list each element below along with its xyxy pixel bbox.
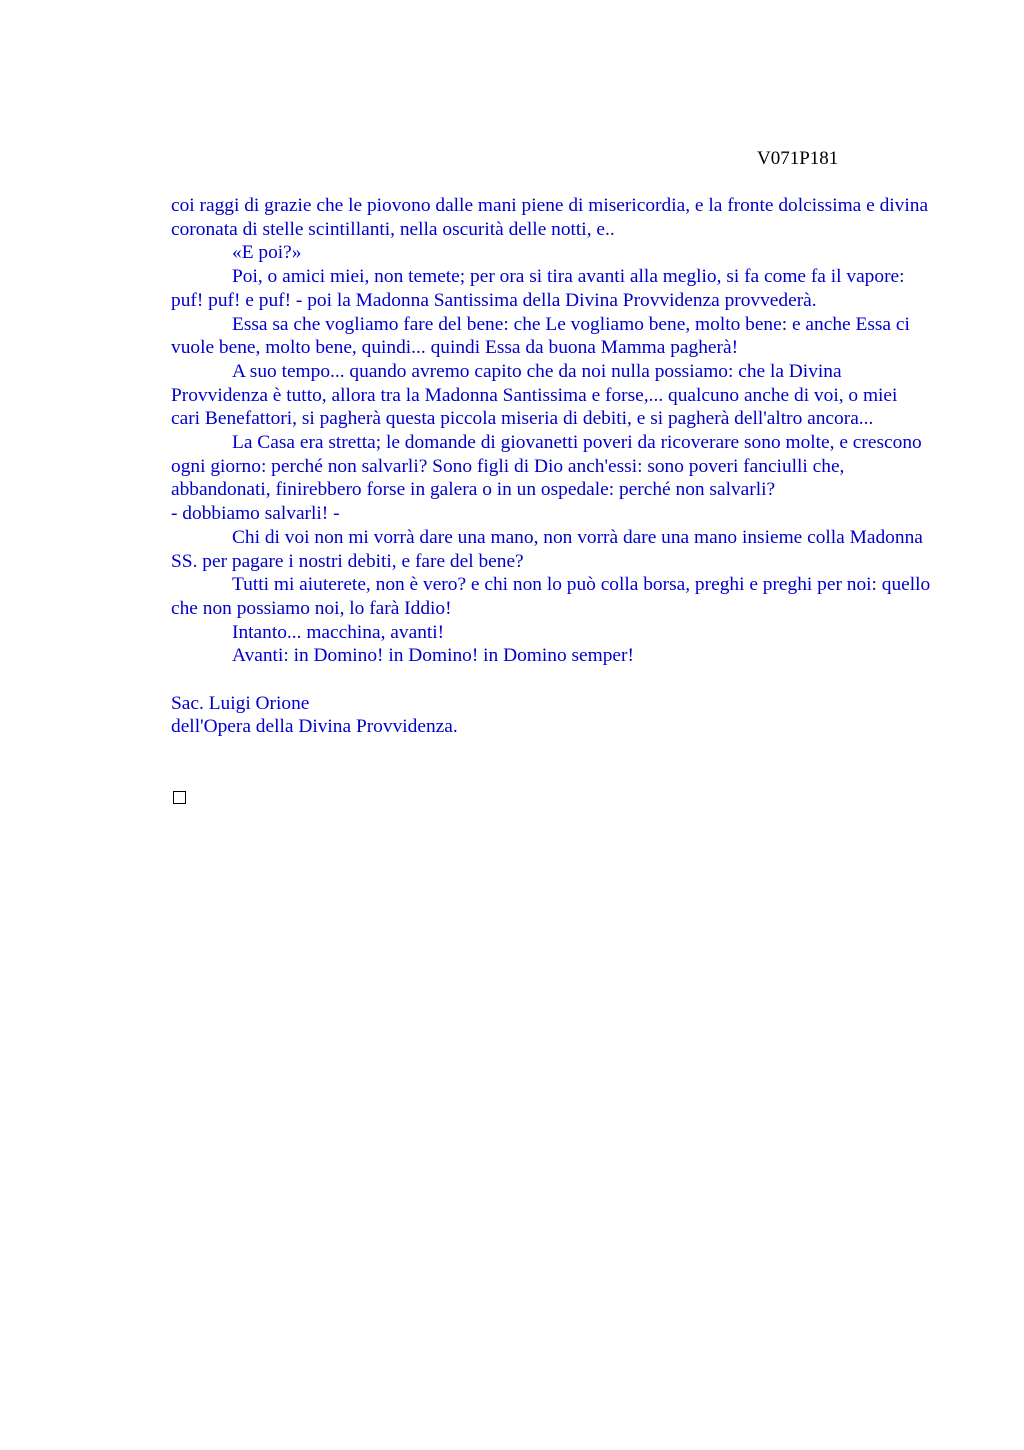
- spacer: [171, 668, 931, 692]
- signature-name: Sac. Luigi Orione: [171, 692, 310, 714]
- page-id-label: V071P181: [757, 148, 839, 169]
- paragraph: Intanto... macchina, avanti!: [232, 621, 445, 643]
- square-marker-icon: [173, 791, 186, 804]
- paragraph: «E poi?»: [232, 242, 302, 264]
- paragraph: Essa sa che vogliamo fare del bene: che Le vogliamo bene, molto bene: e anche Essa ci vuole bene, molto bene, quindi... quindi Essa da buona Mamma pagherà!: [171, 313, 910, 359]
- paragraph: - dobbiamo salvarli! -: [171, 503, 340, 525]
- paragraph: A suo tempo... quando avremo capito che da noi nulla possiamo: che la Divina Provvidenza è tutto, allora tra la Madonna Santissima e forse,... qualcuno anche di voi, o miei cari Benefattori, si pagherà questa piccola miseria di debiti, e si pagherà dell'altro ancora...: [171, 360, 898, 430]
- signature-organization: dell'Opera della Divina Provvidenza.: [171, 716, 458, 738]
- paragraph: coi raggi di grazie che le piovono dalle mani piene di misericordia, e la fronte dolcissima e divina coronata di stelle scintillanti, nella oscurità delle notti, e..: [171, 195, 929, 240]
- paragraph: Chi di voi non mi vorrà dare una mano, non vorrà dare una mano insieme colla Madonna SS. per pagare i nostri debiti, e fare del bene?: [171, 526, 923, 572]
- paragraph: Avanti: in Domino! in Domino! in Domino semper!: [232, 645, 634, 667]
- paragraph: Poi, o amici miei, non temete; per ora si tira avanti alla meglio, si fa come fa il vapore: puf! puf! e puf! - poi la Madonna Santissima della Divina Provvidenza provvederà.: [171, 266, 905, 311]
- paragraph: La Casa era stretta; le domande di giovanetti poveri da ricoverare sono molte, e crescono ogni giorno: perché non salvarli? Sono figli di Dio anch'essi: sono poveri fanciulli che, abbandonati, finirebbero forse in galera o in un ospedale: perché non salvarli?: [171, 432, 922, 501]
- paragraph: Tutti mi aiuterete, non è vero? e chi non lo può colla borsa, preghi e preghi per noi: quello che non possiamo noi, lo farà Iddio!: [171, 574, 931, 619]
- document-body: [171, 194, 931, 739]
